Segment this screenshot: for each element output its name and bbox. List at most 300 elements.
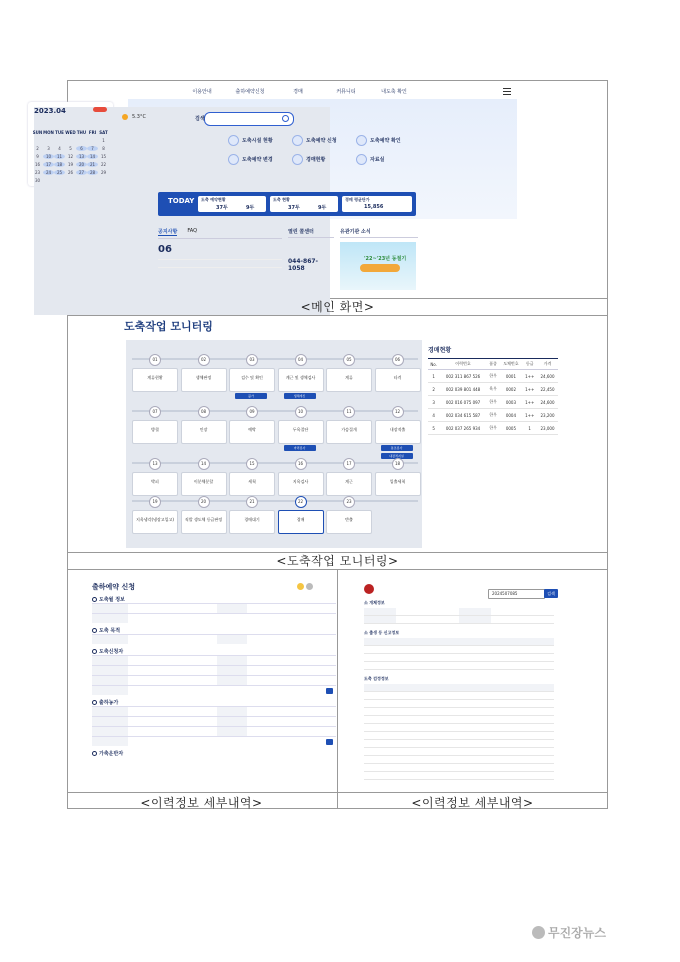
stage-name: 예박: [248, 427, 256, 432]
stage-number: 23: [343, 496, 355, 508]
inspection-row: [364, 756, 554, 764]
call-center-title: 열린 콜센터: [288, 228, 334, 238]
calendar-day[interactable]: 12: [67, 154, 74, 159]
service-item[interactable]: [292, 154, 356, 165]
calendar: [28, 102, 113, 186]
news-title: 유관기관 소식: [340, 228, 418, 238]
stage-name: 계근: [345, 479, 353, 484]
stage-name: 박피: [151, 479, 159, 484]
calendar-day[interactable]: 4: [58, 146, 61, 151]
history-section: 도축 검정정보: [364, 676, 389, 681]
calendar-grid: [32, 130, 110, 183]
stage-box[interactable]: [326, 472, 372, 496]
inspection-cell: [491, 708, 554, 716]
auction-cell: 22,450: [537, 383, 558, 396]
calendar-day[interactable]: 15: [100, 154, 107, 159]
form-row: [92, 613, 336, 623]
info-icon[interactable]: [306, 583, 313, 590]
today-card-value: 9두: [246, 205, 255, 211]
inspection-cell: [491, 748, 554, 756]
service-icon: [228, 135, 239, 146]
weather: [122, 114, 146, 120]
tab-faq[interactable]: FAQ: [187, 228, 198, 234]
calendar-day[interactable]: 3: [47, 146, 50, 151]
service-icon: [228, 154, 239, 165]
calendar-day[interactable]: 26: [67, 170, 74, 175]
stage-box[interactable]: [326, 510, 372, 534]
stage-number: 20: [198, 496, 210, 508]
service-item[interactable]: [228, 135, 292, 146]
inspection-cell: [364, 716, 427, 724]
stage-box[interactable]: [181, 510, 227, 534]
caption-history-right: <이력정보 세부내역>: [411, 796, 534, 810]
stage-number: 18: [392, 458, 404, 470]
calendar-day[interactable]: 13: [76, 154, 87, 159]
inspection-cell: [491, 700, 554, 708]
today-card-value: 37두: [216, 205, 228, 211]
field-label: [92, 666, 128, 675]
caption-divider-1: [68, 315, 607, 316]
service-title: 도축예약 신청: [306, 138, 337, 144]
inspection-cell: [364, 732, 427, 740]
stage-box[interactable]: [229, 368, 275, 392]
inspection-cell: [364, 708, 427, 716]
stage-box[interactable]: [278, 420, 324, 444]
stage-action-button[interactable]: 불가: [235, 393, 267, 399]
service-title: 경매현황: [306, 157, 326, 163]
calendar-day[interactable]: 29: [100, 170, 107, 175]
history-search-button[interactable]: 검색: [544, 589, 558, 598]
stage-name: 두육절단: [292, 427, 309, 432]
today-card: [198, 196, 266, 212]
stage-number: 08: [198, 406, 210, 418]
search-button[interactable]: [326, 739, 333, 745]
calendar-day[interactable]: 20: [76, 162, 87, 167]
inspection-header: [364, 684, 427, 692]
service-icon: [292, 154, 303, 165]
auction-header: 품종: [487, 359, 500, 370]
field-label: [92, 614, 128, 623]
auction-header: No.: [428, 359, 439, 370]
monitoring-title: 도축작업 모니터링: [124, 320, 213, 333]
form-section: 도축 목적: [92, 627, 336, 634]
today-card-value: 37두: [288, 205, 300, 211]
today-card-value: 15,856: [364, 204, 384, 210]
stage-box[interactable]: [229, 510, 275, 534]
stage-box[interactable]: [278, 368, 324, 392]
stage-number: 21: [246, 496, 258, 508]
service-icon: [356, 135, 367, 146]
calendar-day[interactable]: 24: [43, 170, 54, 175]
inspection-row: [364, 708, 554, 716]
calendar-badge: [93, 107, 107, 112]
report-table: [364, 638, 554, 670]
notice-row[interactable]: [158, 267, 282, 270]
stage-number: 10: [295, 406, 307, 418]
stage-number: 16: [295, 458, 307, 470]
calendar-day[interactable]: 27: [76, 170, 87, 175]
nav-item[interactable]: 이용안내: [192, 89, 212, 95]
calendar-day[interactable]: 5: [69, 146, 72, 151]
weekday-label: TUE: [55, 130, 64, 135]
stage-number: 17: [343, 458, 355, 470]
inspection-row: [364, 692, 554, 700]
stage-track: [132, 410, 418, 412]
auction-cell: 002 034 615 587: [439, 409, 487, 422]
inspection-row: [364, 732, 554, 740]
service-item[interactable]: [292, 135, 356, 146]
history-section: 소 출생 등 신고정보: [364, 630, 400, 635]
form-row: [92, 716, 336, 726]
form-row: [92, 736, 336, 746]
stage-box[interactable]: [132, 420, 178, 444]
inspection-cell: [427, 732, 490, 740]
auction-row[interactable]: [428, 396, 558, 409]
stage-box[interactable]: [278, 472, 324, 496]
stage-number: 01: [149, 354, 161, 366]
auction-header: 이력번호: [439, 359, 487, 370]
auction-cell: 1++: [522, 383, 537, 396]
stage-box[interactable]: [375, 420, 421, 444]
stage-box[interactable]: [375, 472, 421, 496]
auction-cell: 2: [428, 383, 439, 396]
today-label: TODAY: [168, 197, 195, 205]
auction-cell: 1++: [522, 409, 537, 422]
inspection-row: [364, 764, 554, 772]
today-card-value: 9두: [318, 205, 327, 211]
service-grid: [228, 135, 422, 165]
auction-header: 도체번호: [500, 359, 523, 370]
calendar-day[interactable]: 6: [76, 146, 87, 151]
search-button[interactable]: [326, 688, 333, 694]
stage-track: [132, 500, 418, 502]
inspection-cell: [364, 700, 427, 708]
stage-box[interactable]: [132, 472, 178, 496]
auction-row[interactable]: [428, 370, 558, 383]
nav-item[interactable]: 출하예약신청: [235, 89, 265, 95]
nav-item[interactable]: 내도축 확인: [381, 89, 407, 95]
field-label: [217, 727, 247, 736]
inspection-cell: [491, 724, 554, 732]
sun-icon: [122, 114, 128, 120]
auction-cell: 0004: [500, 409, 523, 422]
calendar-day[interactable]: 25: [54, 170, 65, 175]
form-section: 도축월 정보: [92, 596, 336, 603]
form-row: [92, 706, 336, 716]
auction-cell: 002 037 265 934: [439, 422, 487, 435]
stage-box[interactable]: [326, 368, 372, 392]
calendar-day[interactable]: 19: [67, 162, 74, 167]
calendar-day: [65, 138, 76, 143]
stage-name: 생체판정: [195, 375, 212, 380]
search-input[interactable]: [195, 112, 294, 126]
field-label: [217, 635, 247, 644]
watermark: [532, 924, 606, 941]
weekday-label: SAT: [99, 130, 108, 135]
calendar-day[interactable]: 7: [87, 146, 98, 151]
stage-action-button[interactable]: 마리검사: [284, 445, 316, 451]
inspection-cell: [491, 716, 554, 724]
stage-name: 검수 및 확인: [241, 375, 263, 380]
auction-cell: 0001: [500, 370, 523, 383]
calendar-day[interactable]: 22: [100, 162, 107, 167]
notice-board: [158, 228, 282, 270]
inspection-cell: [427, 708, 490, 716]
cattle-info-table: [364, 608, 554, 624]
watermark-logo-icon: [532, 926, 545, 939]
stage-box[interactable]: [181, 472, 227, 496]
inspection-row: [364, 716, 554, 724]
auction-cell: 002 311 867 526: [439, 370, 487, 383]
calendar-day: [43, 138, 54, 143]
calendar-day[interactable]: 30: [34, 178, 41, 183]
today-card: [342, 196, 412, 212]
stage-box[interactable]: [132, 510, 178, 534]
today-panel: [158, 192, 416, 216]
auction-cell: 24,600: [537, 370, 558, 383]
shipment-form: [92, 582, 336, 787]
stage-name: 방혈: [151, 427, 159, 432]
stage-number: 13: [149, 458, 161, 470]
monitoring-board: [126, 340, 422, 548]
calendar-day[interactable]: 10: [43, 154, 54, 159]
stage-number: 11: [343, 406, 355, 418]
stage-box[interactable]: [278, 510, 324, 534]
field-label: [92, 737, 128, 746]
calendar-day[interactable]: 11: [54, 154, 65, 159]
calendar-day[interactable]: 21: [87, 162, 98, 167]
today-card: [270, 196, 338, 212]
calendar-day[interactable]: 16: [34, 162, 41, 167]
calendar-day[interactable]: 9: [36, 154, 39, 159]
menu-icon[interactable]: [503, 88, 511, 95]
auction-cell: 002 039 801 448: [439, 383, 487, 396]
calendar-day: [76, 138, 87, 143]
inspection-row: [364, 748, 554, 756]
weekday-label: WED: [65, 130, 76, 135]
stage-number: 14: [198, 458, 210, 470]
auction-header: 등급: [522, 359, 537, 370]
stage-action-button[interactable]: 통조검사: [381, 445, 413, 451]
auction-cell: 1: [428, 370, 439, 383]
form-row: [92, 603, 336, 613]
form-row: [92, 685, 336, 695]
service-title: 도축시설 현황: [242, 138, 273, 144]
weekday-label: MON: [43, 130, 54, 135]
auction-row[interactable]: [428, 422, 558, 435]
stage-number: 22: [295, 496, 307, 508]
inspection-cell: [364, 724, 427, 732]
stage-name: 이분체분할: [193, 479, 214, 484]
news-banner[interactable]: [340, 242, 416, 290]
form-row: [92, 634, 336, 644]
stage-box[interactable]: [229, 472, 275, 496]
form-section: 출하농가: [92, 699, 336, 706]
inspection-cell: [364, 764, 427, 772]
today-card-head: 도축 현황: [273, 197, 290, 202]
watermark-text: 무진장뉴스: [548, 926, 606, 940]
field-label: [92, 635, 128, 644]
inspection-cell: [364, 692, 427, 700]
auction-cell: 1: [522, 422, 537, 435]
field-label: [92, 604, 128, 613]
inspection-table: [364, 684, 554, 780]
inspection-cell: [427, 716, 490, 724]
weekday-label: THU: [76, 130, 87, 135]
feature-day: 06: [158, 244, 172, 255]
auction-cell: 1++: [522, 396, 537, 409]
auction-cell: 한우: [487, 370, 500, 383]
banner-pill: [360, 264, 400, 272]
inspection-cell: [491, 764, 554, 772]
field-label: [92, 656, 128, 665]
inspection-row: [364, 772, 554, 780]
stage-box[interactable]: [181, 368, 227, 392]
search-label: 검색: [195, 116, 205, 122]
inspection-cell: [427, 748, 490, 756]
form-row: [92, 726, 336, 736]
nav-item[interactable]: 커뮤니티: [336, 89, 356, 95]
caption-monitoring: <도축작업 모니터링>: [276, 554, 399, 568]
history-section: 소 개체정보: [364, 600, 385, 605]
stage-track: [132, 358, 418, 360]
inspection-cell: [491, 740, 554, 748]
auction-cell: 23,200: [537, 409, 558, 422]
form-row: [92, 675, 336, 685]
field-label: [217, 707, 247, 716]
auction-cell: 23,000: [537, 422, 558, 435]
stage-box[interactable]: [132, 368, 178, 392]
field-label: [217, 656, 247, 665]
stage-name: 입출세척: [389, 479, 406, 484]
auction-cell: 0002: [500, 383, 523, 396]
auction-row[interactable]: [428, 409, 558, 422]
auction-table: [428, 358, 558, 435]
weekday-label: FRI: [88, 130, 97, 135]
stage-action-button[interactable]: 내장적지설: [381, 453, 413, 459]
top-nav: [128, 85, 517, 98]
calendar-day[interactable]: 8: [102, 146, 105, 151]
auction-cell: 한우: [487, 396, 500, 409]
inspection-cell: [364, 748, 427, 756]
history-search-input[interactable]: 2024507085: [488, 589, 545, 599]
auction-cell: 5: [428, 422, 439, 435]
tab-notice[interactable]: 공지사항: [158, 229, 178, 235]
service-title: 도축예약 확인: [370, 138, 401, 144]
stage-name: 계근 및 생체검사: [285, 375, 316, 380]
field-label: [217, 717, 247, 726]
service-item[interactable]: [228, 154, 292, 165]
inspection-row: [364, 740, 554, 748]
caption-history-left: <이력정보 세부내역>: [140, 796, 263, 810]
form-row: [92, 655, 336, 665]
calendar-day[interactable]: 2: [36, 146, 39, 151]
notice-row[interactable]: [158, 259, 282, 262]
inspection-cell: [364, 740, 427, 748]
auction-cell: 0003: [500, 396, 523, 409]
call-center: [288, 228, 334, 272]
stage-name: 세척: [248, 479, 256, 484]
calendar-day[interactable]: 17: [43, 162, 54, 167]
search-icon[interactable]: [282, 115, 289, 122]
stage-box[interactable]: [181, 420, 227, 444]
auction-title: 경매현황: [428, 347, 452, 354]
stage-box[interactable]: [229, 420, 275, 444]
auction-cell: 1++: [522, 370, 537, 383]
inspection-header: [427, 684, 490, 692]
service-item[interactable]: [356, 135, 420, 146]
nav-item[interactable]: 경매: [293, 89, 303, 95]
stage-number: 09: [246, 406, 258, 418]
service-icon: [356, 154, 367, 165]
field-label: [217, 604, 247, 613]
stage-number: 15: [246, 458, 258, 470]
stage-box[interactable]: [375, 368, 421, 392]
calendar-day[interactable]: 14: [87, 154, 98, 159]
inspection-cell: [427, 692, 490, 700]
auction-status: [428, 345, 558, 435]
stage-name: 계류현황: [147, 375, 163, 380]
stage-number: 07: [149, 406, 161, 418]
stage-number: 05: [343, 354, 355, 366]
form-row: [92, 665, 336, 675]
field-label: [92, 707, 128, 716]
calendar-day[interactable]: 18: [54, 162, 65, 167]
inspection-row: [364, 724, 554, 732]
inspection-cell: [427, 772, 490, 780]
service-item[interactable]: [356, 154, 420, 165]
field-label: [217, 666, 247, 675]
service-title: 자료실: [370, 157, 385, 163]
form-section: 도축신청자: [92, 648, 336, 655]
inspection-cell: [491, 732, 554, 740]
calendar-day: [32, 138, 43, 143]
field-label: [92, 717, 128, 726]
auction-row[interactable]: [428, 383, 558, 396]
inspection-cell: [427, 740, 490, 748]
calendar-day[interactable]: 28: [87, 170, 98, 175]
calendar-day[interactable]: 23: [34, 170, 41, 175]
stage-number: 03: [246, 354, 258, 366]
stage-name: 내장적출: [389, 427, 406, 432]
calendar-day[interactable]: 1: [102, 138, 105, 143]
related-news: [340, 228, 418, 290]
inspection-cell: [364, 772, 427, 780]
auction-header: 가격: [537, 359, 558, 370]
inspection-row: [364, 700, 554, 708]
history-detail: [364, 584, 554, 789]
stage-action-button[interactable]: 생체개신: [284, 393, 316, 399]
stage-name: 지육검사: [292, 479, 309, 484]
calendar-day: [54, 138, 65, 143]
form-section: 가축운반자: [92, 750, 336, 757]
stage-name: 경매대기: [244, 517, 260, 522]
stage-track: [132, 462, 418, 464]
field-label: [217, 676, 247, 685]
auction-cell: 0005: [500, 422, 523, 435]
stage-number: 19: [149, 496, 161, 508]
auction-cell: 3: [428, 396, 439, 409]
stage-name: 지육냉각(냉장고입고): [136, 517, 174, 522]
inspection-header: [491, 684, 554, 692]
help-icon[interactable]: [297, 583, 304, 590]
stage-box[interactable]: [326, 420, 372, 444]
inspection-cell: [491, 692, 554, 700]
inspection-cell: [491, 756, 554, 764]
inspection-cell: [427, 756, 490, 764]
stage-number: 06: [392, 354, 404, 366]
inspection-cell: [364, 756, 427, 764]
